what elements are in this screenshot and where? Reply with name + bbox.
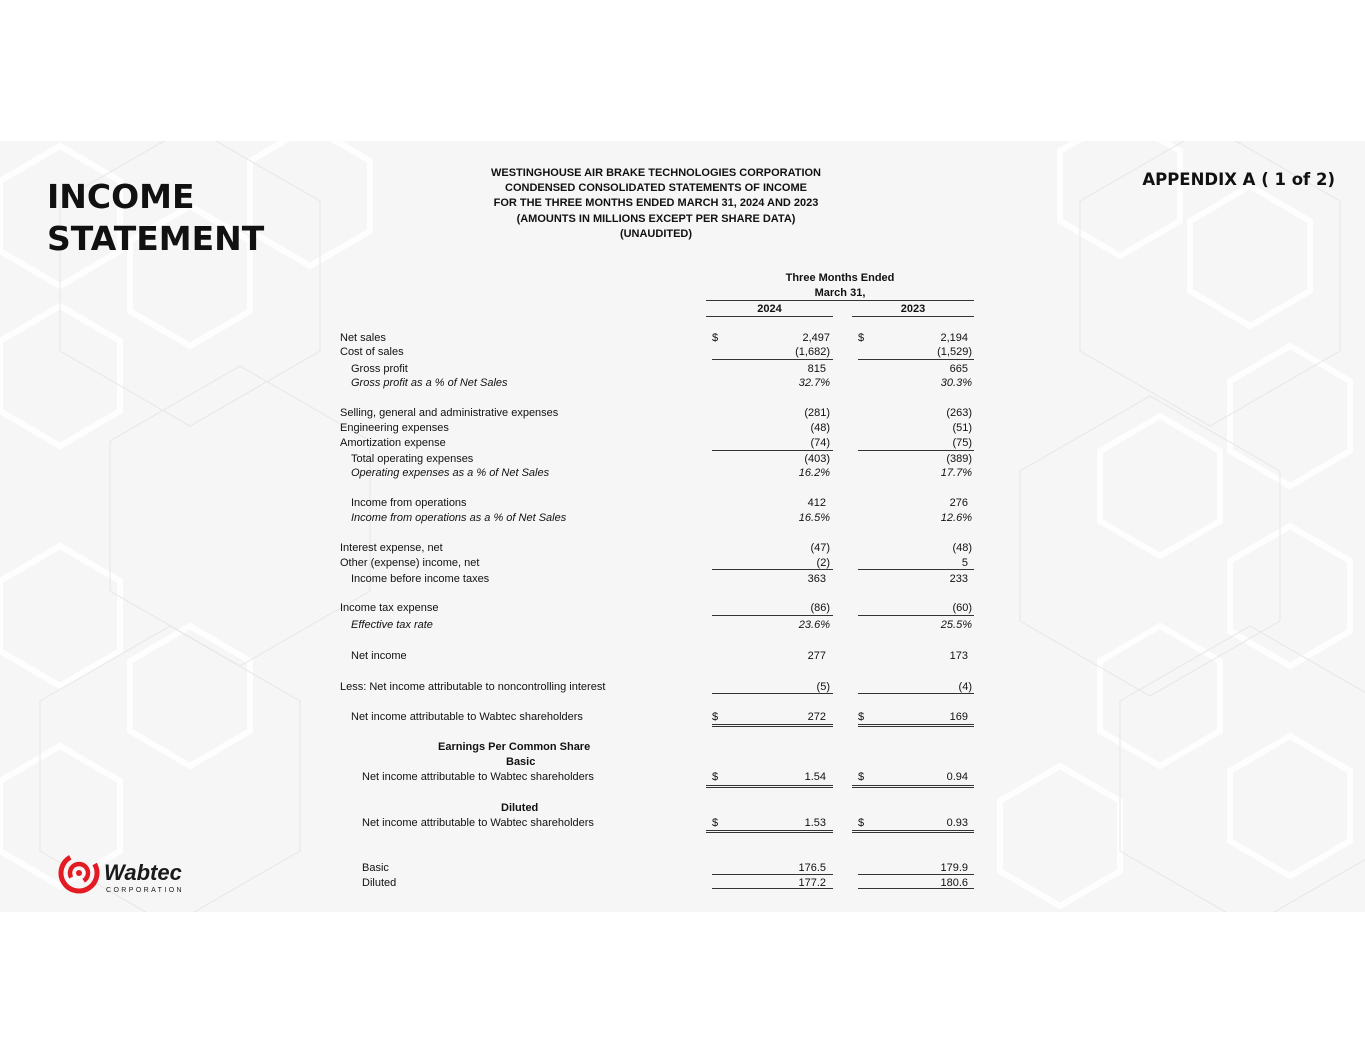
heading-line-units: (AMOUNTS IN MILLIONS EXCEPT PER SHARE DATA) [516,212,796,225]
row-label-tax: Income tax expense [340,602,439,614]
row-label-nci: Less: Net income attributable to noncontrolling interest [340,681,606,693]
value-cost-of-sales-2024: (1,682) [795,346,830,358]
value-income-ops-2023: 276 [949,497,968,509]
heading-line-statement: CONDENSED CONSOLIDATED STATEMENTS OF INCOME [505,182,807,195]
row-label-income-ops: Income from operations [351,497,467,509]
eps-title: Earnings Per Common Share [438,741,591,753]
row-label-interest: Interest expense, net [340,542,443,554]
value-gross-profit-pct-2024: 32.7% [798,377,830,389]
row-label-shares-diluted: Diluted [362,877,397,889]
total-double-rule [852,832,974,833]
page-title [47,176,264,260]
row-label-sga: Selling, general and administrative expenses [340,407,559,419]
row-label-eps-basic: Net income attributable to Wabtec shareholders [362,771,594,783]
value-eps-basic-2024: 1.54 [804,771,826,783]
value-engineering-2023: (51) [952,422,972,434]
row-label-amortization: Amortization expense [340,437,446,449]
total-double-rule [706,832,833,833]
total-double-rule [852,785,974,786]
value-eps-diluted-2023: 0.93 [946,817,968,829]
total-rule [712,888,833,889]
value-net-income-2023: 173 [949,650,968,662]
appendix-label: APPENDIX A ( 1 of 2) [1142,170,1335,189]
row-label-gross-profit: Gross profit [351,363,408,375]
value-shares-diluted-2023: 180.6 [940,877,968,889]
row-label-gross-profit-pct: Gross profit as a % of Net Sales [351,377,508,389]
subtotal-rule [858,569,974,570]
value-ni-wabtec-2023: 169 [949,711,968,723]
column-group-header-line1: Three Months Ended [785,272,895,284]
heading-line-company: WESTINGHOUSE AIR BRAKE TECHNOLOGIES CORPORATION [490,167,821,179]
value-sga-2023: (263) [946,407,972,419]
value-pretax-2024: 363 [807,573,826,585]
value-shares-basic-2023: 179.9 [940,862,968,874]
value-shares-basic-2024: 176.5 [798,862,826,874]
value-total-opex-2023: (389) [946,453,972,465]
value-engineering-2024: (48) [810,422,830,434]
subtotal-rule [858,874,974,875]
column-header-2024: 2024 [757,303,782,315]
currency-2024: $ [712,711,719,723]
value-total-opex-2024: (403) [804,453,830,465]
value-income-ops-2024: 412 [807,497,826,509]
value-opex-pct-2024: 16.2% [798,467,830,479]
currency-2023: $ [858,771,865,783]
column-rule-2023 [852,316,974,317]
value-gross-profit-2023: 665 [949,363,968,375]
row-label-shares-basic: Basic [362,862,389,874]
currency-2024: $ [712,817,719,829]
row-label-income-ops-pct: Income from operations as a % of Net Sales [351,512,567,524]
value-interest-2024: (47) [810,542,830,554]
subtotal-rule [712,359,833,360]
eps-diluted-title: Diluted [501,802,539,814]
total-double-rule [852,830,974,831]
value-tax-2024: (86) [810,602,830,614]
total-double-rule [852,787,974,788]
total-double-rule [858,724,974,725]
total-rule [858,888,974,889]
row-label-tax-rate: Effective tax rate [351,619,433,631]
subtotal-rule [858,693,974,694]
row-label-engineering: Engineering expenses [340,422,449,434]
value-shares-diluted-2024: 177.2 [798,877,826,889]
row-label-net-income: Net income [351,650,407,662]
subtotal-rule [712,874,833,875]
value-gross-profit-pct-2023: 30.3% [940,377,972,389]
heading-line-unaudited: (UNAUDITED) [619,227,693,240]
currency-2023: $ [858,332,865,344]
row-label-pretax: Income before income taxes [351,573,490,585]
value-eps-diluted-2024: 1.53 [804,817,826,829]
subtotal-rule [858,615,974,616]
value-amortization-2024: (74) [810,437,830,449]
wabtec-logo-icon [58,850,198,898]
subtotal-rule [712,693,833,694]
subtotal-rule [712,615,833,616]
row-label-net-sales: Net sales [340,332,386,344]
currency-2023: $ [858,817,865,829]
value-pretax-2023: 233 [949,573,968,585]
total-double-rule [712,724,833,725]
value-nci-2023: (4) [958,681,972,693]
row-label-other: Other (expense) income, net [340,557,480,569]
value-other-2023: 5 [961,557,968,569]
row-label-cost-of-sales: Cost of sales [340,346,404,358]
row-label-eps-diluted: Net income attributable to Wabtec shareholders [362,817,594,829]
subtotal-rule [858,450,974,451]
column-header-2023: 2023 [900,303,926,315]
currency-2024: $ [712,332,719,344]
value-gross-profit-2024: 815 [807,363,826,375]
subtotal-rule [712,450,833,451]
statement-heading [456,166,856,242]
column-group-header-line2: March 31, [814,287,866,299]
value-other-2024: (2) [816,557,830,569]
page-title-line2: STATEMENT [47,219,265,258]
column-group-rule [706,300,974,301]
row-label-opex-pct: Operating expenses as a % of Net Sales [351,467,550,479]
value-sga-2024: (281) [804,407,830,419]
logo-wordmark: Wabtec [104,860,182,885]
wabtec-logo [58,850,198,903]
total-double-rule [706,787,833,788]
value-net-income-2024: 277 [807,650,826,662]
value-opex-pct-2023: 17.7% [940,467,972,479]
value-cost-of-sales-2023: (1,529) [937,346,972,358]
value-nci-2024: (5) [816,681,830,693]
subtotal-rule [858,359,974,360]
subtotal-rule [712,569,833,570]
total-double-rule [706,830,833,831]
column-rule-2024 [706,316,833,317]
value-income-ops-pct-2024: 16.5% [798,512,830,524]
currency-2024: $ [712,771,719,783]
value-net-sales-2024: 2,497 [802,332,830,344]
value-interest-2023: (48) [952,542,972,554]
eps-basic-title: Basic [506,756,536,768]
total-double-rule [858,726,974,727]
row-label-total-opex: Total operating expenses [351,453,474,465]
value-tax-rate-2024: 23.6% [798,619,830,631]
value-tax-2023: (60) [952,602,972,614]
logo-subtitle: CORPORATION [106,887,184,894]
total-double-rule [712,726,833,727]
row-label-ni-wabtec: Net income attributable to Wabtec shareholders [351,711,583,723]
value-ni-wabtec-2024: 272 [807,711,826,723]
value-amortization-2023: (75) [952,437,972,449]
total-double-rule [706,785,833,786]
value-net-sales-2023: 2,194 [940,332,968,344]
value-income-ops-pct-2023: 12.6% [940,512,972,524]
heading-line-period: FOR THE THREE MONTHS ENDED MARCH 31, 2024 AND 2023 [493,197,819,210]
value-eps-basic-2023: 0.94 [946,771,968,783]
page-title-line1: INCOME [47,177,195,216]
currency-2023: $ [858,711,865,723]
value-tax-rate-2023: 25.5% [940,619,972,631]
